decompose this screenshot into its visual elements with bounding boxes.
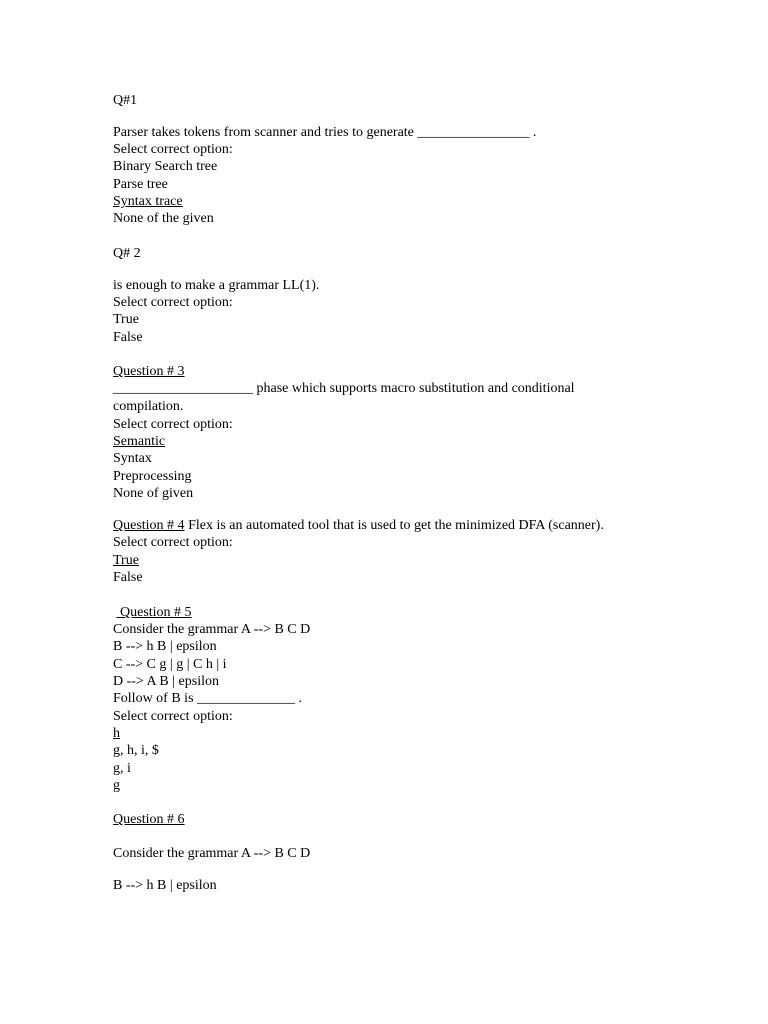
q2-prompt: Select correct option: xyxy=(113,295,233,310)
q1-question: Parser takes tokens from scanner and tries to generate ________________ . xyxy=(113,125,537,140)
q1-option-2: Parse tree xyxy=(113,177,168,192)
q5-heading-line xyxy=(113,604,192,621)
q5-line-4: D --> A B | epsilon xyxy=(113,674,219,689)
q1-prompt: Select correct option: xyxy=(113,142,233,157)
q3-option-2: Syntax xyxy=(113,451,152,466)
q5-line-1: Consider the grammar A --> B C D xyxy=(113,622,311,637)
q1-option-3-selected: Syntax trace xyxy=(113,194,183,209)
q4-option-2: False xyxy=(113,570,143,585)
q3-option-3: Preprocessing xyxy=(113,469,192,484)
q5-option-3: g, i xyxy=(113,761,131,776)
q3-option-4: None of given xyxy=(113,486,194,501)
q2-option-1: True xyxy=(113,312,139,327)
q3-prompt: Select correct option: xyxy=(113,417,233,432)
q1-option-4: None of the given xyxy=(113,211,214,226)
q6-line-2: B --> h B | epsilon xyxy=(113,878,217,893)
q3-option-1-selected: Semantic xyxy=(113,434,166,449)
q2-question: is enough to make a grammar LL(1). xyxy=(113,278,320,293)
q3-question xyxy=(113,380,575,397)
q2-heading: Q# 2 xyxy=(113,246,141,261)
q5-line-2: B --> h B | epsilon xyxy=(113,639,217,654)
q3-question-continued: compilation. xyxy=(113,399,184,414)
q6-line-1: Consider the grammar A --> B C D xyxy=(113,846,311,861)
q4-heading: Question # 4 xyxy=(113,518,185,533)
q3-blank: ____________________ xyxy=(113,381,253,396)
q1-option-1: Binary Search tree xyxy=(113,159,218,174)
q4-option-1-selected: True xyxy=(113,553,139,568)
q3-heading: Question # 3 xyxy=(113,364,185,379)
q4-question-line xyxy=(113,517,604,534)
q4-prompt: Select correct option: xyxy=(113,535,233,550)
q6-heading: Question # 6 xyxy=(113,812,185,827)
q2-option-2: False xyxy=(113,330,143,345)
q5-line-5: Follow of B is ______________ . xyxy=(113,691,303,706)
q5-option-2: g, h, i, $ xyxy=(113,743,159,758)
q5-option-1-selected: h xyxy=(113,726,120,741)
q3-question-text: phase which supports macro substitution and conditional xyxy=(253,381,575,396)
q5-prompt: Select correct option: xyxy=(113,709,233,724)
q4-question: Flex is an automated tool that is used to get the minimized DFA (scanner). xyxy=(184,518,604,533)
q5-line-3: C --> C g | g | C h | i xyxy=(113,657,227,672)
q5-option-4: g xyxy=(113,778,120,793)
q1-heading: Q#1 xyxy=(113,93,138,108)
q5-heading: Question # 5 xyxy=(116,605,192,620)
